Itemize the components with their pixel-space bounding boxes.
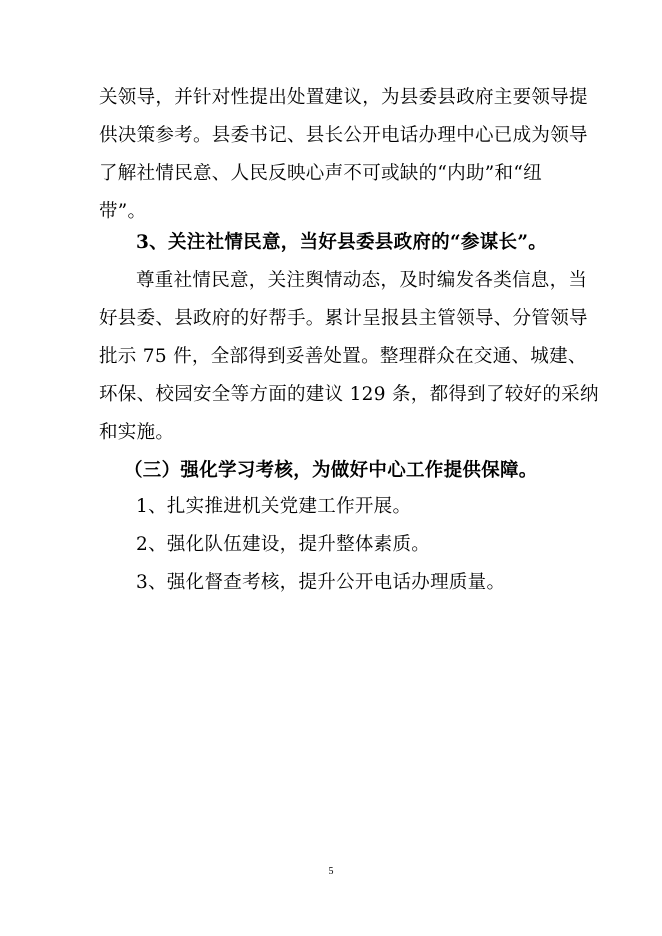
paragraph-line: 批示 75 件，全部得到妥善处置。整理群众在交通、城建、 <box>99 346 587 367</box>
list-item: 3、强化督查考核，提升公开电话办理质量。 <box>136 572 506 593</box>
paragraph-line: 供决策参考。县委书记、县长公开电话办理中心已成为领导 <box>99 125 588 146</box>
paragraph-line: 带”。 <box>99 201 147 222</box>
section-heading: 3、关注社情民意，当好县委县政府的“参谋长”。 <box>136 232 548 253</box>
paragraph-line: 了解社情民意、人民反映心声不可或缺的“内助”和“纽 <box>99 163 542 184</box>
section-heading: （三）强化学习考核，为做好中心工作提供保障。 <box>124 460 538 481</box>
page-number: 5 <box>328 866 334 877</box>
paragraph-line: 尊重社情民意，关注舆情动态，及时编发各类信息，当 <box>136 270 588 291</box>
list-item: 2、强化队伍建设，提升整体素质。 <box>136 534 431 555</box>
paragraph-line: 环保、校园安全等方面的建议 129 条，都得到了较好的采纳 <box>99 384 599 405</box>
paragraph-line: 和实施。 <box>99 422 175 443</box>
paragraph-line: 好县委、县政府的好帮手。累计呈报县主管领导、分管领导 <box>99 308 588 329</box>
paragraph-line: 关领导，并针对性提出处置建议，为县委县政府主要领导提 <box>99 87 588 108</box>
list-item: 1、扎实推进机关党建工作开展。 <box>136 496 412 517</box>
